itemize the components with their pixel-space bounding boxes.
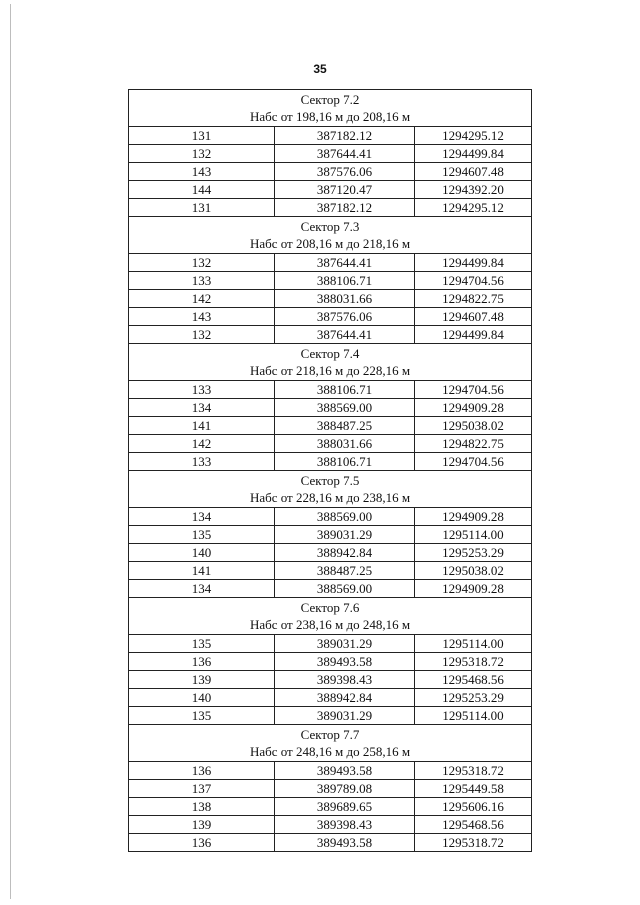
y-coordinate-cell: 1294822.75 — [415, 290, 532, 308]
y-coordinate-cell: 1294704.56 — [415, 381, 532, 399]
y-coordinate-cell: 1294295.12 — [415, 127, 532, 145]
sector-range: Набс от 208,16 м до 218,16 м — [249, 236, 411, 251]
point-number-cell: 135 — [129, 526, 275, 544]
x-coordinate-cell: 389031.29 — [275, 635, 415, 653]
sector-title: Сектор 7.5 — [300, 473, 360, 488]
x-coordinate-cell: 388106.71 — [275, 272, 415, 290]
x-coordinate-cell: 389789.08 — [275, 780, 415, 798]
y-coordinate-cell: 1294704.56 — [415, 453, 532, 471]
x-coordinate-cell: 387576.06 — [275, 163, 415, 181]
point-number-cell: 135 — [129, 635, 275, 653]
x-coordinate-cell: 389493.58 — [275, 762, 415, 780]
y-coordinate-cell: 1295318.72 — [415, 834, 532, 852]
x-coordinate-cell: 388487.25 — [275, 417, 415, 435]
point-number-cell: 142 — [129, 290, 275, 308]
table-row — [129, 453, 532, 471]
point-number-cell: 131 — [129, 127, 275, 145]
x-coordinate-cell: 388569.00 — [275, 580, 415, 598]
table-row — [129, 417, 532, 435]
table-row — [129, 834, 532, 852]
table-row — [129, 308, 532, 326]
table-row — [129, 181, 532, 199]
y-coordinate-cell: 1294392.20 — [415, 181, 532, 199]
sector-header-cell — [129, 725, 532, 762]
sector-header-cell — [129, 471, 532, 508]
sector-header-row — [129, 725, 532, 762]
sector-range: Набс от 198,16 м до 208,16 м — [249, 109, 411, 124]
sector-range: Набс от 248,16 м до 258,16 м — [249, 744, 411, 759]
x-coordinate-cell: 388942.84 — [275, 689, 415, 707]
point-number-cell: 143 — [129, 163, 275, 181]
table-row — [129, 762, 532, 780]
table-row — [129, 127, 532, 145]
point-number-cell: 140 — [129, 544, 275, 562]
y-coordinate-cell: 1294499.84 — [415, 326, 532, 344]
table-row — [129, 544, 532, 562]
y-coordinate-cell: 1295253.29 — [415, 544, 532, 562]
point-number-cell: 144 — [129, 181, 275, 199]
table-row — [129, 798, 532, 816]
y-coordinate-cell: 1294607.48 — [415, 308, 532, 326]
point-number-cell: 136 — [129, 762, 275, 780]
y-coordinate-cell: 1295253.29 — [415, 689, 532, 707]
point-number-cell: 133 — [129, 381, 275, 399]
x-coordinate-cell: 389031.29 — [275, 707, 415, 725]
sector-header-cell — [129, 90, 532, 127]
table-row — [129, 435, 532, 453]
x-coordinate-cell: 387644.41 — [275, 254, 415, 272]
table-row — [129, 780, 532, 798]
table-row — [129, 635, 532, 653]
sector-header-row — [129, 471, 532, 508]
y-coordinate-cell: 1294499.84 — [415, 254, 532, 272]
table-row — [129, 816, 532, 834]
table-row — [129, 290, 532, 308]
point-number-cell: 132 — [129, 254, 275, 272]
point-number-cell: 131 — [129, 199, 275, 217]
table-row — [129, 707, 532, 725]
table-row — [129, 526, 532, 544]
point-number-cell: 132 — [129, 145, 275, 163]
point-number-cell: 136 — [129, 834, 275, 852]
y-coordinate-cell: 1294295.12 — [415, 199, 532, 217]
table-row — [129, 399, 532, 417]
table-row — [129, 272, 532, 290]
point-number-cell: 141 — [129, 417, 275, 435]
sector-header-row — [129, 598, 532, 635]
y-coordinate-cell: 1295468.56 — [415, 671, 532, 689]
x-coordinate-cell: 388106.71 — [275, 453, 415, 471]
table-row — [129, 671, 532, 689]
table-row — [129, 381, 532, 399]
coordinates-table-body — [129, 90, 532, 852]
y-coordinate-cell: 1295606.16 — [415, 798, 532, 816]
sector-title: Сектор 7.2 — [300, 92, 360, 107]
table-row — [129, 199, 532, 217]
y-coordinate-cell: 1294607.48 — [415, 163, 532, 181]
y-coordinate-cell: 1295038.02 — [415, 417, 532, 435]
point-number-cell: 133 — [129, 453, 275, 471]
y-coordinate-cell: 1294909.28 — [415, 580, 532, 598]
sector-title: Сектор 7.3 — [300, 219, 360, 234]
y-coordinate-cell: 1294822.75 — [415, 435, 532, 453]
coordinates-table — [128, 89, 532, 852]
table-row — [129, 508, 532, 526]
y-coordinate-cell: 1295318.72 — [415, 762, 532, 780]
point-number-cell: 135 — [129, 707, 275, 725]
table-row — [129, 562, 532, 580]
sector-header-cell — [129, 217, 532, 254]
y-coordinate-cell: 1295114.00 — [415, 526, 532, 544]
y-coordinate-cell: 1294499.84 — [415, 145, 532, 163]
x-coordinate-cell: 389689.65 — [275, 798, 415, 816]
point-number-cell: 134 — [129, 399, 275, 417]
y-coordinate-cell: 1294704.56 — [415, 272, 532, 290]
point-number-cell: 143 — [129, 308, 275, 326]
x-coordinate-cell: 389031.29 — [275, 526, 415, 544]
x-coordinate-cell: 387182.12 — [275, 127, 415, 145]
point-number-cell: 141 — [129, 562, 275, 580]
sector-header-cell — [129, 598, 532, 635]
x-coordinate-cell: 389398.43 — [275, 816, 415, 834]
x-coordinate-cell: 387182.12 — [275, 199, 415, 217]
point-number-cell: 139 — [129, 671, 275, 689]
x-coordinate-cell: 387120.47 — [275, 181, 415, 199]
point-number-cell: 137 — [129, 780, 275, 798]
x-coordinate-cell: 388031.66 — [275, 435, 415, 453]
point-number-cell: 136 — [129, 653, 275, 671]
point-number-cell: 134 — [129, 580, 275, 598]
table-row — [129, 653, 532, 671]
sector-title: Сектор 7.4 — [300, 346, 360, 361]
y-coordinate-cell: 1294909.28 — [415, 508, 532, 526]
table-row — [129, 689, 532, 707]
point-number-cell: 133 — [129, 272, 275, 290]
x-coordinate-cell: 387644.41 — [275, 145, 415, 163]
sector-title: Сектор 7.6 — [300, 600, 360, 615]
sector-title: Сектор 7.7 — [300, 727, 360, 742]
x-coordinate-cell: 389493.58 — [275, 653, 415, 671]
sector-header-row — [129, 90, 532, 127]
x-coordinate-cell: 388031.66 — [275, 290, 415, 308]
x-coordinate-cell: 388569.00 — [275, 399, 415, 417]
x-coordinate-cell: 387576.06 — [275, 308, 415, 326]
point-number-cell: 139 — [129, 816, 275, 834]
sector-range: Набс от 218,16 м до 228,16 м — [249, 363, 411, 378]
sector-header-cell — [129, 344, 532, 381]
point-number-cell: 134 — [129, 508, 275, 526]
point-number-cell: 138 — [129, 798, 275, 816]
point-number-cell: 140 — [129, 689, 275, 707]
x-coordinate-cell: 388942.84 — [275, 544, 415, 562]
point-number-cell: 132 — [129, 326, 275, 344]
table-row — [129, 580, 532, 598]
sector-range: Набс от 238,16 м до 248,16 м — [249, 617, 411, 632]
sector-header-row — [129, 344, 532, 381]
y-coordinate-cell: 1295318.72 — [415, 653, 532, 671]
sector-header-row — [129, 217, 532, 254]
y-coordinate-cell: 1295114.00 — [415, 707, 532, 725]
x-coordinate-cell: 388569.00 — [275, 508, 415, 526]
point-number-cell: 142 — [129, 435, 275, 453]
page-edge-line — [10, 4, 11, 899]
y-coordinate-cell: 1295468.56 — [415, 816, 532, 834]
y-coordinate-cell: 1295114.00 — [415, 635, 532, 653]
table-row — [129, 163, 532, 181]
y-coordinate-cell: 1295038.02 — [415, 562, 532, 580]
table-row — [129, 145, 532, 163]
x-coordinate-cell: 388487.25 — [275, 562, 415, 580]
page-number: 35 — [313, 62, 327, 76]
x-coordinate-cell: 389398.43 — [275, 671, 415, 689]
x-coordinate-cell: 388106.71 — [275, 381, 415, 399]
x-coordinate-cell: 389493.58 — [275, 834, 415, 852]
table-row — [129, 254, 532, 272]
y-coordinate-cell: 1295449.58 — [415, 780, 532, 798]
table-row — [129, 326, 532, 344]
sector-range: Набс от 228,16 м до 238,16 м — [249, 490, 411, 505]
x-coordinate-cell: 387644.41 — [275, 326, 415, 344]
y-coordinate-cell: 1294909.28 — [415, 399, 532, 417]
